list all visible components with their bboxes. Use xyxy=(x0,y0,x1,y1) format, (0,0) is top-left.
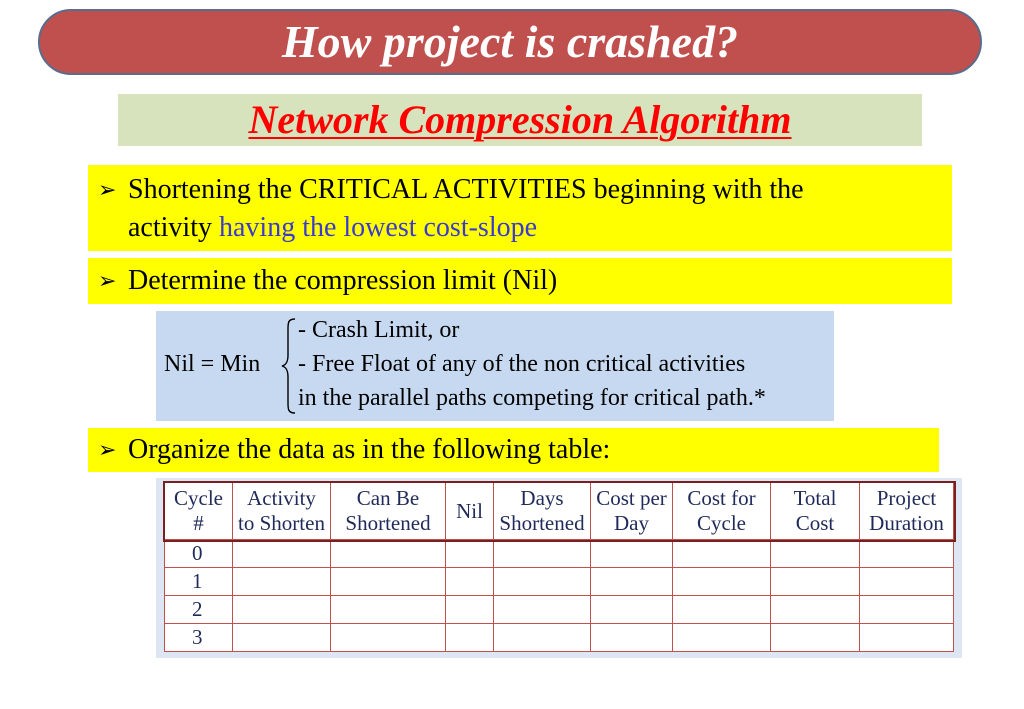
table-row xyxy=(165,596,954,624)
bullet-text-plain: activity xyxy=(128,212,219,243)
table-row xyxy=(165,568,954,596)
bullet-text-line1: Shortening the CRITICAL ACTIVITIES beginning with the xyxy=(128,174,804,205)
bullet-critical-activities xyxy=(88,165,952,251)
column-header-cost-per-day: Cost per Day xyxy=(591,483,673,540)
column-header-activity: Activity to Shorten xyxy=(233,483,331,540)
bullet-text: Determine the compression limit (Nil) xyxy=(128,265,558,296)
title-banner xyxy=(38,9,982,75)
cycle-number: 2 xyxy=(165,596,233,624)
column-header-project-duration: Project Duration xyxy=(860,483,954,540)
slide-subtitle: Network Compression Algorithm xyxy=(248,97,792,142)
cycle-table xyxy=(164,482,954,652)
bullet-compression-limit xyxy=(88,258,952,304)
column-header-can-be-shortened: Can Be Shortened xyxy=(331,483,446,540)
arrow-bullet-icon: ➢ xyxy=(98,437,117,462)
slide-title: How project is crashed? xyxy=(281,16,739,67)
arrow-bullet-icon: ➢ xyxy=(98,268,117,293)
bullet-text-highlight: having the lowest cost-slope xyxy=(218,212,538,243)
table-row xyxy=(165,540,954,568)
subtitle-box xyxy=(118,94,922,146)
cycle-number: 0 xyxy=(165,540,233,568)
bullet-text-line2 xyxy=(128,209,804,247)
bullet-text: Organize the data as in the following table: xyxy=(128,434,611,465)
cycle-number: 1 xyxy=(165,568,233,596)
column-header-cost-for-cycle: Cost for Cycle xyxy=(673,483,771,540)
curly-brace-icon xyxy=(280,315,298,417)
formula-line-free-float: - Free Float of any of the non critical activities xyxy=(298,351,746,377)
column-header-nil: Nil xyxy=(446,483,494,540)
column-header-total-cost: Total Cost xyxy=(771,483,860,540)
formula-options xyxy=(298,313,766,415)
nil-formula-box xyxy=(156,311,834,421)
cycle-table-panel xyxy=(156,478,962,658)
column-header-cycle: Cycle # xyxy=(165,483,233,540)
arrow-bullet-icon: ➢ xyxy=(98,177,117,202)
column-header-days-shortened: Days Shortened xyxy=(494,483,591,540)
bullet-organize-data xyxy=(88,428,939,472)
formula-line-crash: - Crash Limit, or xyxy=(298,317,460,343)
table-header-row xyxy=(165,483,954,540)
table-row xyxy=(165,624,954,652)
formula-line-parallel: in the parallel paths competing for critical path.* xyxy=(298,385,766,411)
formula-lhs: Nil = Min xyxy=(164,351,261,377)
cycle-number: 3 xyxy=(165,624,233,652)
